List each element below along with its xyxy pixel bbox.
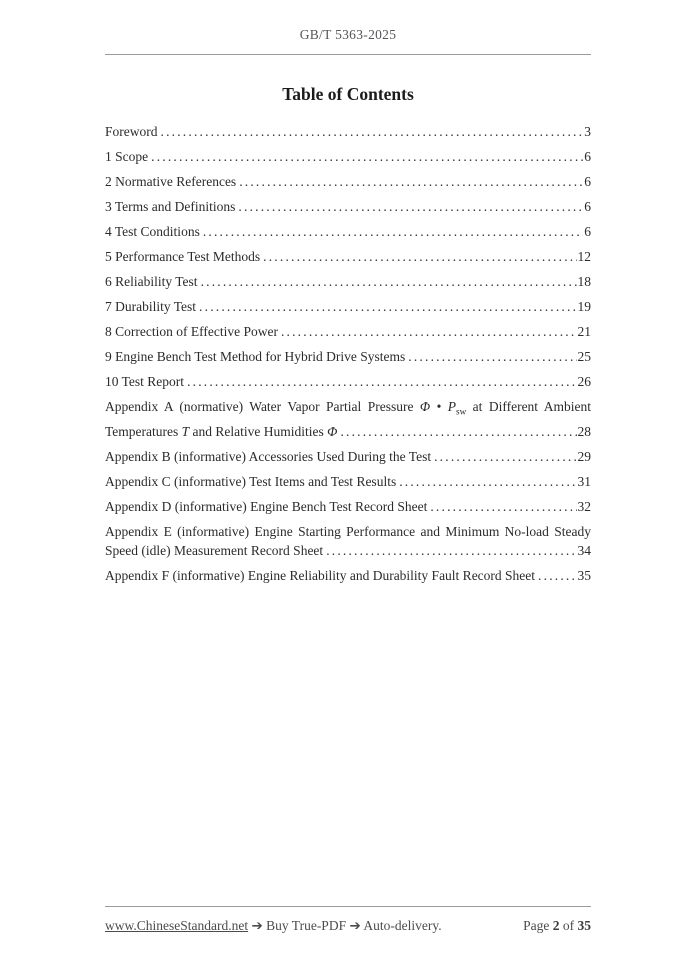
- toc-page-number: 25: [577, 349, 591, 364]
- toc-entry-row: [105, 272, 591, 291]
- footer-site-link[interactable]: www.ChineseStandard.net: [105, 918, 249, 933]
- toc-entry: [105, 522, 591, 560]
- toc-leader-dots: [239, 172, 583, 191]
- footer-page-label: Page: [523, 918, 550, 933]
- toc-page-number: 34: [577, 542, 591, 558]
- toc-entry: [105, 247, 591, 266]
- toc-page-number: 26: [577, 374, 591, 389]
- toc-entry: [105, 297, 591, 316]
- toc-entry-row: [105, 197, 591, 216]
- toc-entry: [105, 566, 591, 585]
- toc-leader-dots: [399, 472, 576, 491]
- toc-entry-row: [105, 372, 591, 391]
- toc-leader-dots: [201, 272, 577, 291]
- doc-number: GB/T 5363-2025: [299, 27, 397, 42]
- toc-leader-dots: [430, 497, 576, 516]
- toc-leader-dots: [326, 541, 576, 560]
- toc-page-number: 32: [577, 498, 591, 514]
- toc-leader-dots: [538, 566, 576, 585]
- footer-page-total: 35: [577, 918, 591, 933]
- toc-page-number: 31: [577, 473, 591, 489]
- toc-entry-label: Foreword: [105, 124, 158, 139]
- toc-entry-label: Speed (idle) Measurement Record Sheet: [105, 542, 324, 558]
- toc-leader-dots: [238, 197, 583, 216]
- toc-page-number: 21: [577, 324, 591, 339]
- toc-entry-row: [105, 447, 591, 466]
- toc-leader-dots: [434, 447, 576, 466]
- toc-entry-label: Appendix C (informative) Test Items and Test Results: [105, 473, 397, 489]
- toc-entry-row: [105, 122, 591, 141]
- toc-leader-dots: [187, 372, 576, 391]
- toc-page-number: 19: [577, 299, 591, 314]
- footer-page-current: 2: [552, 918, 560, 933]
- toc-entry-label: Appendix B (informative) Accessories Used During the Test: [105, 448, 432, 464]
- toc-leader-dots: [151, 147, 583, 166]
- toc-entry-label: 5 Performance Test Methods: [105, 249, 261, 264]
- toc-entry-row: [105, 347, 591, 366]
- toc-entry-row: [105, 497, 591, 516]
- toc-entry: [105, 497, 591, 516]
- toc-leader-dots: [199, 297, 576, 316]
- header-divider: [105, 54, 591, 55]
- toc-entry-label: 1 Scope: [105, 149, 149, 164]
- toc-entry: [105, 322, 591, 341]
- toc-entry-label: 9 Engine Bench Test Method for Hybrid Drive Systems: [105, 349, 406, 364]
- toc-entry-label: 2 Normative References: [105, 174, 237, 189]
- toc-page-number: 29: [577, 448, 591, 464]
- toc-entry: [105, 272, 591, 291]
- toc-entry: [105, 122, 591, 141]
- toc-leader-dots: [408, 347, 576, 366]
- toc-entry-row: [105, 297, 591, 316]
- toc-entry-label: 8 Correction of Effective Power: [105, 324, 278, 339]
- toc-entry-row: [105, 322, 591, 341]
- toc-page-number: 6: [584, 224, 591, 239]
- footer-tagline: ➔ Buy True-PDF ➔ Auto-delivery.: [248, 918, 442, 933]
- toc-entry-label: 7 Durability Test: [105, 299, 197, 314]
- toc-entry-row: [105, 147, 591, 166]
- page-footer: [105, 906, 591, 934]
- toc-leader-dots: [161, 122, 584, 141]
- footer-page-indicator: [523, 918, 591, 934]
- page-header: [105, 26, 591, 55]
- toc-entry: [105, 147, 591, 166]
- toc-entry: [105, 172, 591, 191]
- toc-entry-label: Appendix F (informative) Engine Reliability and Durability Fault Record Sheet: [105, 567, 536, 583]
- toc-page-number: 6: [584, 149, 591, 164]
- toc-entry-label: Appendix D (informative) Engine Bench Test Record Sheet: [105, 498, 428, 514]
- toc-page-number: 28: [577, 423, 591, 439]
- footer-of-label: of: [562, 918, 575, 933]
- toc-entry-label: 10 Test Report: [105, 374, 185, 389]
- toc-entry-row: [105, 172, 591, 191]
- toc-entry-row: [105, 247, 591, 266]
- toc-entry-row: [105, 566, 591, 585]
- toc-entry: [105, 372, 591, 391]
- toc-entry-row: [105, 472, 591, 491]
- toc-entry-text-line1: Appendix A (normative) Water Vapor Partial Pressure Φ • $P_{sw}$ at Different Ambient: [105, 399, 591, 417]
- toc-entry-label: 6 Reliability Test: [105, 274, 198, 289]
- toc-entry-label: 4 Test Conditions: [105, 224, 200, 239]
- toc-page-number: 35: [577, 567, 591, 583]
- page-title: Table of Contents: [282, 84, 414, 104]
- toc-entry: [105, 472, 591, 491]
- toc-entry-label: 3 Terms and Definitions: [105, 199, 236, 214]
- toc-entry: [105, 447, 591, 466]
- table-of-contents: [105, 122, 591, 585]
- toc-leader-dots: [263, 247, 576, 266]
- toc-entry: [105, 222, 591, 241]
- toc-leader-dots: [281, 322, 577, 341]
- toc-entry: [105, 397, 591, 441]
- toc-page-number: 12: [577, 249, 591, 264]
- toc-leader-dots: [340, 422, 576, 441]
- toc-entry-row: [105, 222, 591, 241]
- toc-page-number: 6: [584, 174, 591, 189]
- footer-left: [105, 918, 442, 934]
- toc-entry: [105, 347, 591, 366]
- toc-page-number: 18: [577, 274, 591, 289]
- toc-page-number: 3: [584, 124, 591, 139]
- toc-page-number: 6: [584, 199, 591, 214]
- toc-entry: [105, 197, 591, 216]
- toc-entry-row: [105, 541, 591, 560]
- toc-leader-dots: [203, 222, 583, 241]
- toc-entry-label: Temperatures T and Relative Humidities Φ: [105, 423, 338, 439]
- toc-entry-row: [105, 422, 591, 441]
- toc-entry-text-line1: Appendix E (informative) Engine Starting Performance and Minimum No-load Steady: [105, 523, 591, 539]
